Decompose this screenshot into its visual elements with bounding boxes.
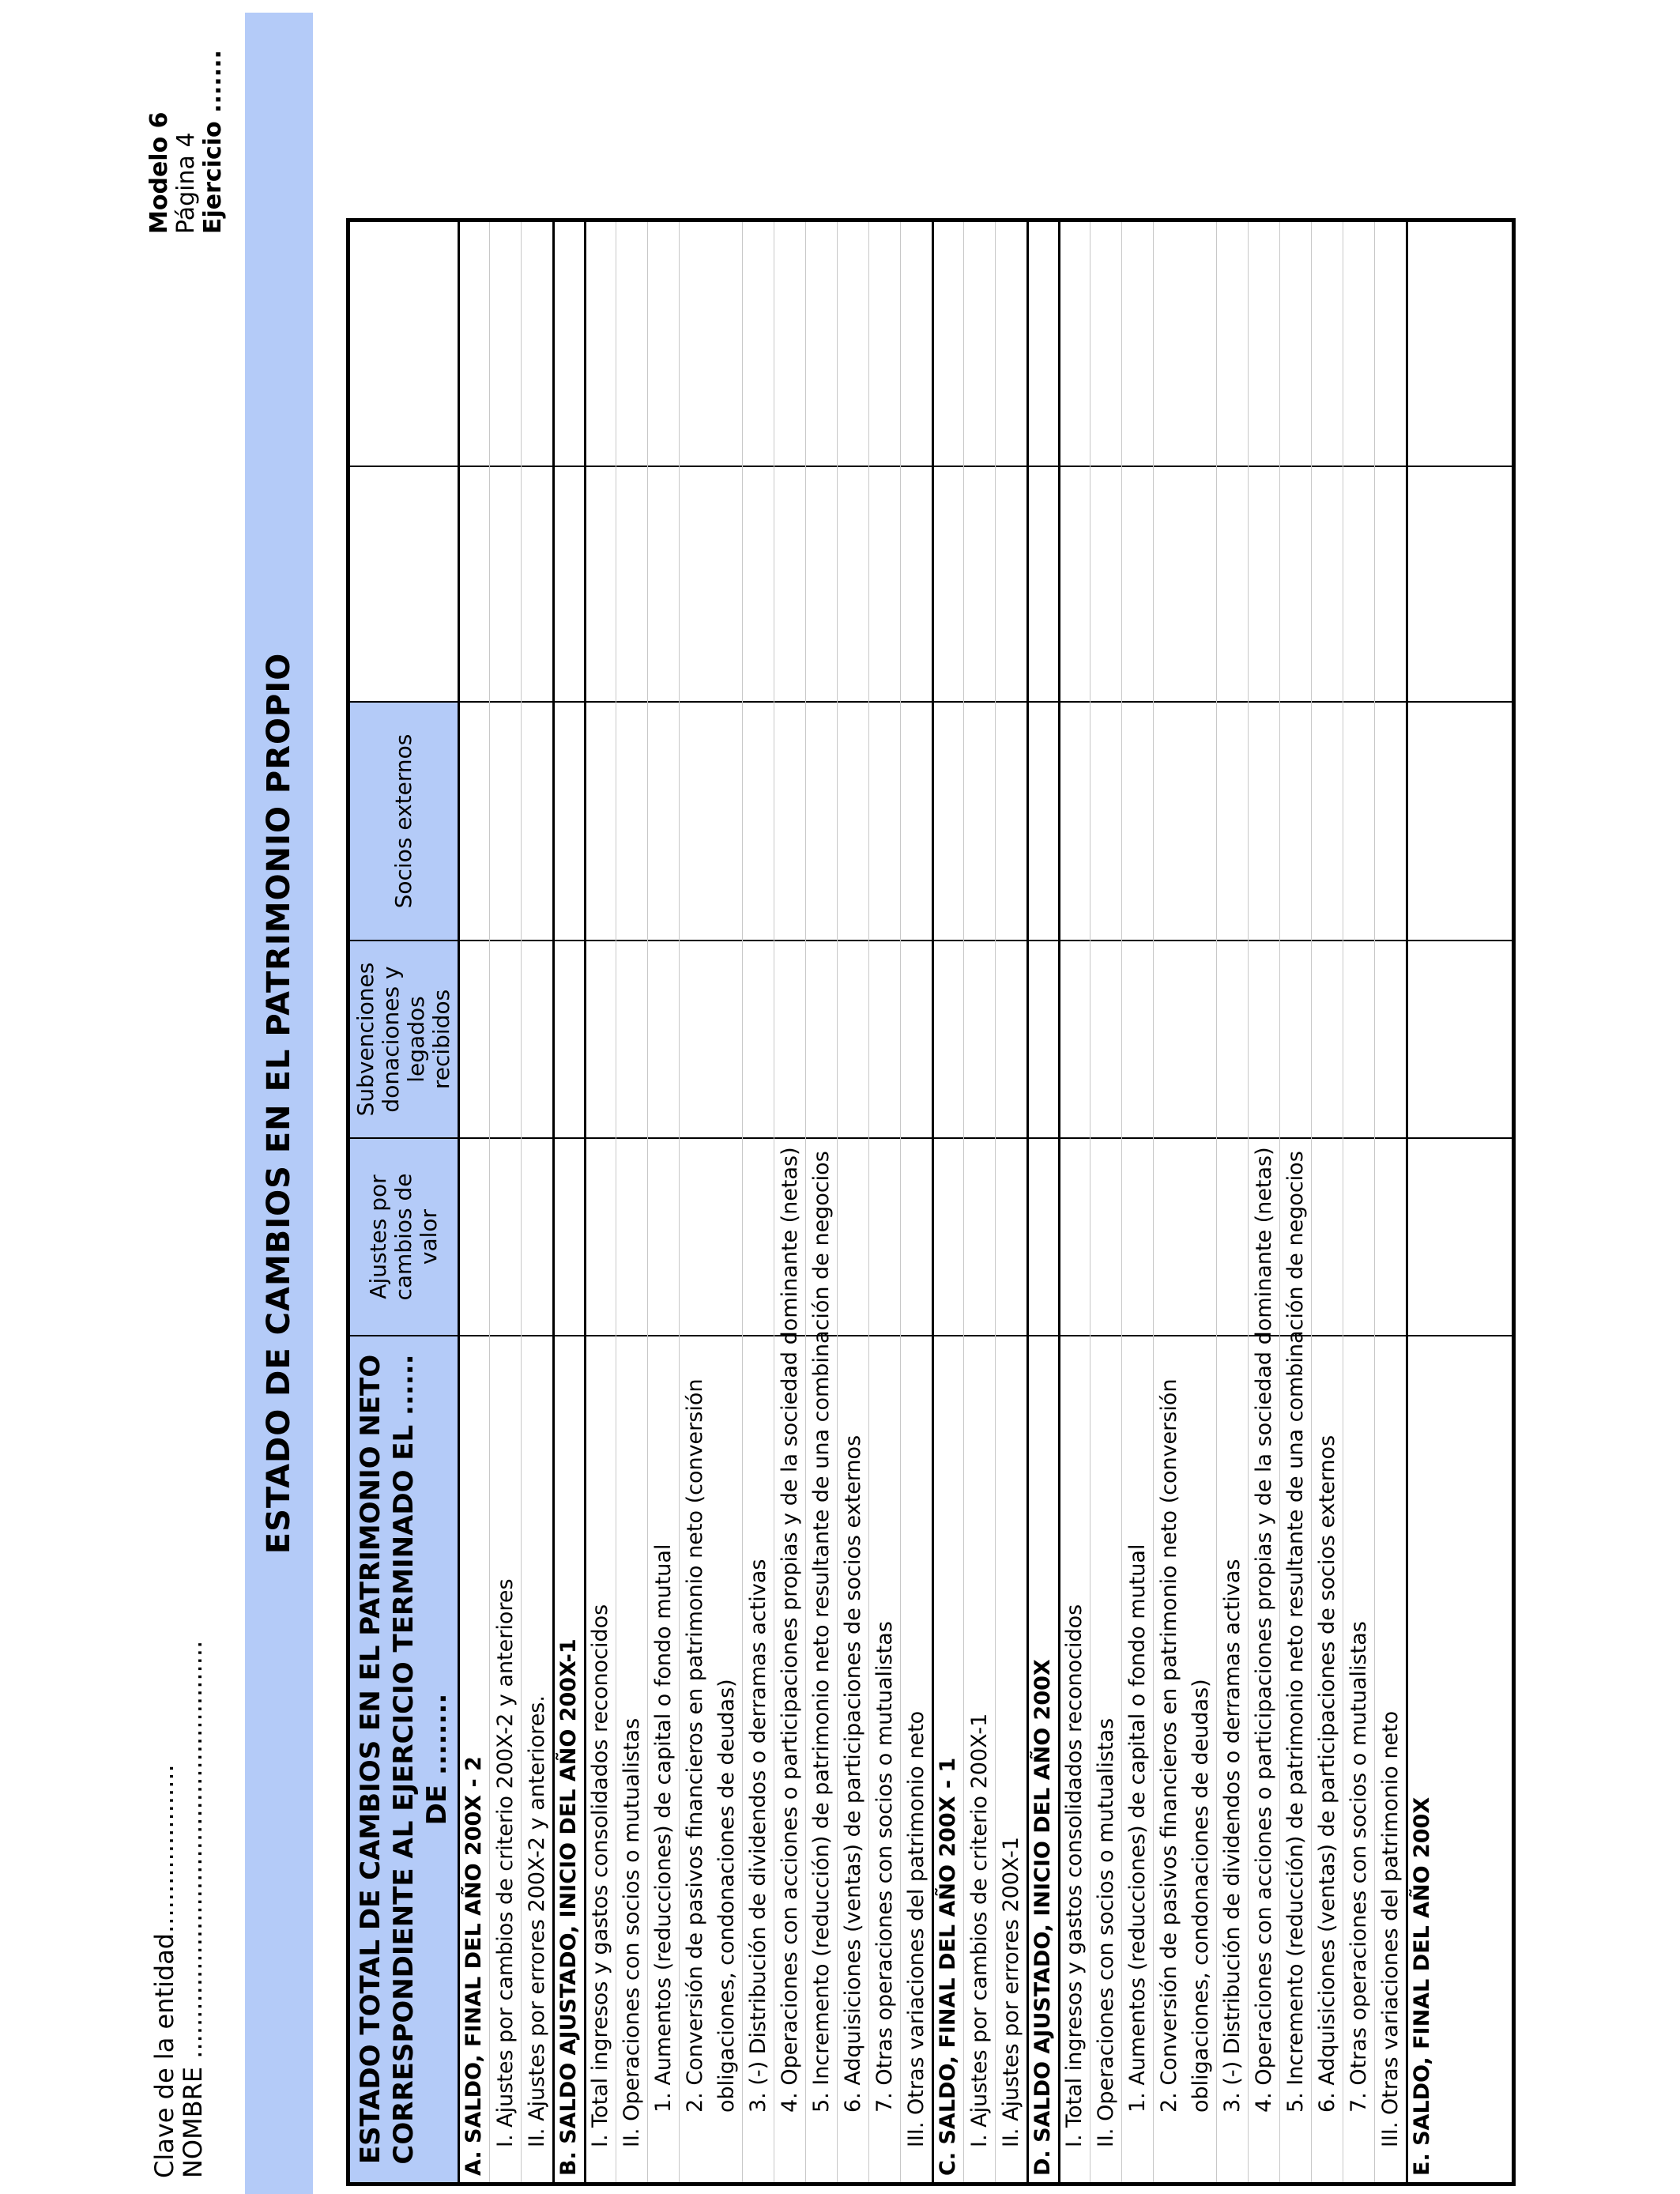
table-row-label: I. Total ingresos y gastos consolidados reconocidos bbox=[588, 1604, 612, 2147]
page-title: ESTADO DE CAMBIOS EN EL PATRIMONIO PROPIO bbox=[261, 652, 297, 1555]
table-row-label: 3. (-) Distribución de dividendos o derramas activas bbox=[1220, 1559, 1245, 2113]
entity-name: NOMBRE .................................................... bbox=[178, 1640, 208, 2178]
table-row-label: III. Otras variaciones del patrimonio neto bbox=[1378, 1710, 1403, 2147]
table-row-label: II. Ajustes por errores 200X-1 bbox=[999, 1836, 1023, 2147]
table-row-label: II. Operaciones con socios o mutualistas bbox=[1094, 1717, 1118, 2147]
column-divider bbox=[350, 701, 1512, 703]
table-row-label: 5. Incremento (reducción) de patrimonio neto resultante de una combinación de negocios bbox=[1283, 1151, 1308, 2113]
table-row-label: A. SALDO, FINAL DEL AÑO 200X - 2 bbox=[461, 1756, 486, 2176]
form-info bbox=[146, 50, 227, 234]
changes-table bbox=[346, 218, 1516, 2186]
table-row-label: II. Ajustes por errores 200X-2 y anteriores. bbox=[525, 1695, 549, 2147]
column-divider bbox=[350, 1137, 1512, 1139]
entity-header bbox=[150, 1641, 207, 2178]
table-row-label: 4. Operaciones con acciones o participaciones propias y de la sociedad dominante (netas) bbox=[778, 1147, 802, 2113]
column-header-socios: Socios externos bbox=[350, 703, 458, 940]
table-row-label: I. Ajustes por cambios de criterio 200X-1 bbox=[967, 1713, 992, 2147]
column-divider bbox=[350, 466, 1512, 467]
table-row-label: 6. Adquisiciones (ventas) de participaciones de socios externos bbox=[1315, 1434, 1339, 2113]
table-row-label: B. SALDO AJUSTADO, INICIO DEL AÑO 200X-1 bbox=[556, 1638, 581, 2176]
table-row-label: III. Otras variaciones del patrimonio neto bbox=[904, 1710, 929, 2147]
table-row-label: 1. Aumentos (reducciones) de capital o fondo mutual bbox=[651, 1544, 676, 2113]
table-row-label: I. Total ingresos y gastos consolidados reconocidos bbox=[1062, 1604, 1087, 2147]
column-header-subvenciones: Subvenciones donaciones y legados recibidos bbox=[350, 941, 458, 1137]
form-page: Página 4 bbox=[172, 132, 200, 234]
table-main-header: ESTADO TOTAL DE CAMBIOS EN EL PATRIMONIO NETO CORRESPONDIENTE AL EJERCICIO TERMINADO EL ...... DE ........ bbox=[350, 1336, 458, 2182]
table-row-label: 1. Aumentos (reducciones) de capital o fondo mutual bbox=[1125, 1544, 1150, 2113]
table-row-label: 2. Conversión de pasivos financieros en patrimonio neto (conversión obligaciones, condonaciones de deudas) bbox=[1157, 1378, 1213, 2113]
table-row-label: 4. Operaciones con acciones o participaciones propias y de la sociedad dominante (netas) bbox=[1252, 1147, 1276, 2113]
entity-key: Clave de la entidad..................... bbox=[149, 1764, 179, 2178]
table-row-label: 2. Conversión de pasivos financieros en patrimonio neto (conversión obligaciones, condonaciones de deudas) bbox=[683, 1378, 739, 2113]
table-row-label: 5. Incremento (reducción) de patrimonio neto resultante de una combinación de negocios bbox=[809, 1151, 834, 2113]
table-row-label: C. SALDO, FINAL DEL AÑO 200X - 1 bbox=[936, 1757, 960, 2176]
column-divider bbox=[350, 940, 1512, 941]
table-row-label: II. Operaciones con socios o mutualistas bbox=[620, 1717, 644, 2147]
table-row-label: I. Ajustes por cambios de criterio 200X-2 y anteriores bbox=[493, 1578, 518, 2147]
column-header-ajustes: Ajustes por cambios de valor bbox=[350, 1139, 458, 1335]
table-row-label: 7. Otras operaciones con socios o mutualistas bbox=[1347, 1621, 1371, 2113]
form-model: Modelo 6 bbox=[145, 111, 173, 234]
form-year: Ejercicio ....... bbox=[199, 50, 227, 234]
table-row-label: 7. Otras operaciones con socios o mutualistas bbox=[872, 1621, 897, 2113]
table-row-label: E. SALDO, FINAL DEL AÑO 200X bbox=[1410, 1796, 1434, 2176]
table-row-label: 6. Adquisiciones (ventas) de participaciones de socios externos bbox=[841, 1434, 865, 2113]
table-row-label: D. SALDO AJUSTADO, INICIO DEL AÑO 200X bbox=[1030, 1659, 1055, 2176]
table-row-label: 3. (-) Distribución de dividendos o derramas activas bbox=[746, 1559, 770, 2113]
